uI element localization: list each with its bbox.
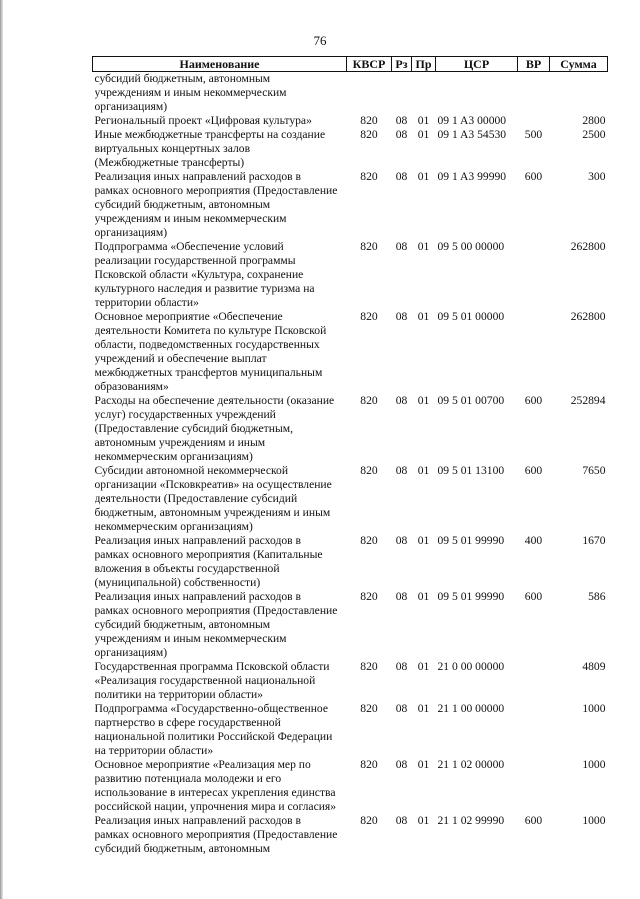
row-csr: 21 1 02 99990 [437,814,505,827]
header-vr: ВР [518,57,550,72]
row-name-line: Основное мероприятие «Реализация мер по [94,758,311,771]
table-row [93,814,608,856]
page-number: 76 [313,33,327,48]
row-rz: 08 [395,758,408,771]
row-pr: 01 [417,394,430,407]
row-sum: 1000 [582,702,606,715]
row-name-line: образованиям» [94,380,169,393]
row-name-line: Расходы на обеспечение деятельности (оказание [94,394,335,407]
row-rz: 08 [395,394,408,407]
row-csr: 09 1 A3 00000 [437,114,507,127]
row-name-line: Подпрограмма «Государственно-общественное [94,702,328,715]
row-rz: 08 [395,240,408,253]
row-name-line: субсидий бюджетным, автономным [94,842,271,855]
row-name [93,814,347,856]
row-name-line: использование в интересах укрепления единства [94,786,336,799]
row-csr: 21 0 00 00000 [437,660,505,673]
header-sum: Сумма [550,57,608,72]
row-name-line: (Межбюджетные трансферты) [94,156,245,169]
table-row [93,240,608,310]
row-name-line: субсидий бюджетным, автономным [94,72,271,85]
header-kvsr: КВСР [347,57,392,72]
row-name-line: Реализация иных направлений расходов в [94,170,301,183]
row-name-line: Реализация иных направлений расходов в [94,590,301,603]
row-kvsr: 820 [360,758,378,771]
row-vr: 600 [524,394,543,407]
table-row [93,310,608,394]
row-name-line: российской нации, упрочнения мира и согласия» [94,800,337,813]
row-csr: 21 1 02 00000 [437,758,505,771]
row-name-line: национальной политики Российской Федерации [94,730,333,743]
table-row [93,170,608,240]
row-name-line: услуг) государственных учреждений [94,408,276,421]
row-sum: 262800 [570,310,606,323]
row-vr: 400 [524,534,543,547]
table-row [93,394,608,464]
row-sum: 7650 [582,464,606,477]
row-name-line: некоммерческим организациям) [94,520,253,533]
row-sum: 586 [588,590,606,603]
row-pr: 01 [417,310,430,323]
row-name-line: Основное мероприятие «Обеспечение [94,310,283,323]
row-vr [518,72,550,115]
row-name-line: Субсидии автономной некоммерческой [94,464,289,477]
row-name-line: Псковской области «Культура, сохранение [94,268,304,281]
row-name-line: учреждениям и иным некоммерческим [94,86,287,99]
row-vr [518,310,550,394]
row-pr: 01 [417,534,430,547]
row-rz: 08 [395,464,408,477]
row-pr: 01 [417,814,430,827]
row-sum: 300 [588,170,606,183]
row-name-line: рамках основного мероприятия (Капитальные [94,548,323,561]
row-rz: 08 [395,128,408,141]
row-kvsr: 820 [360,394,378,407]
row-name-line: на территории области» [94,744,214,757]
row-csr: 09 5 00 00000 [437,240,505,253]
row-name-line: виртуальных концертных залов [94,142,251,155]
row-sum: 4809 [582,660,606,673]
row-name-line: некоммерческим организациям) [94,450,253,463]
row-name [93,72,347,115]
header-rz: Рз [392,57,412,72]
row-csr: 09 5 01 00000 [437,310,505,323]
row-name [93,310,347,394]
row-name-line: политики на территории области» [94,688,263,701]
row-rz: 08 [395,114,408,127]
row-name-line: области, подведомственных государственных [94,338,320,351]
table-row [93,758,608,814]
table-row [93,534,608,590]
row-name-line: «Реализация государственной национальной [94,674,316,687]
row-csr: 09 5 01 99990 [437,534,505,547]
row-name-line: реализации государственной программы [94,254,296,267]
row-pr: 01 [417,464,430,477]
row-kvsr: 820 [360,534,378,547]
header-name: Наименование [93,57,347,72]
row-rz: 08 [395,170,408,183]
row-name-line: рамках основного мероприятия (Предоставление [94,604,338,617]
row-name-line: организациям) [94,646,168,659]
row-name [93,758,347,814]
row-name-line: территории области» [94,296,199,309]
row-csr: 09 1 A3 54530 [437,128,507,141]
row-name-line: автономным учреждениям и иным [94,436,266,449]
table-row [93,590,608,660]
row-pr: 01 [417,170,430,183]
row-name-line: (муниципальной) собственности) [94,576,261,589]
row-rz: 08 [395,534,408,547]
row-name-line: развитию потенциала молодежи и его [94,772,282,785]
row-sum: 262800 [570,240,606,253]
row-vr [518,758,550,814]
row-vr: 500 [524,128,543,141]
scan-edge [0,0,3,899]
row-rz [392,72,412,115]
row-name-line: организациям) [94,100,168,113]
row-name-line: Государственная программа Псковской области [94,660,330,673]
row-kvsr: 820 [360,310,378,323]
row-vr: 600 [524,590,543,603]
row-vr: 600 [524,170,543,183]
row-sum: 2800 [582,114,606,127]
row-vr [518,702,550,758]
row-pr: 01 [417,240,430,253]
row-kvsr: 820 [360,128,378,141]
row-csr: 09 5 01 99990 [437,590,505,603]
row-name [93,464,347,534]
row-sum: 1000 [582,814,606,827]
row-name-line: организациям) [94,226,168,239]
row-name-line: Реализация иных направлений расходов в [94,814,301,827]
row-name-line: субсидий бюджетным, автономным [94,618,271,631]
row-pr [412,72,436,115]
row-name-line: рамках основного мероприятия (Предоставление [94,184,338,197]
row-rz: 08 [395,702,408,715]
header-pr: Пр [412,57,436,72]
row-csr: 09 5 01 13100 [437,464,505,477]
table-body [93,72,608,857]
row-name-line: организации «Псковкреатив» на осуществление [94,478,332,491]
row-kvsr: 820 [360,464,378,477]
row-name-line: субсидий бюджетным, автономным [94,198,271,211]
row-rz: 08 [395,590,408,603]
row-kvsr: 820 [360,702,378,715]
row-kvsr: 820 [360,590,378,603]
row-vr [518,114,550,128]
row-csr: 21 1 00 00000 [437,702,505,715]
row-sum: 1670 [582,534,606,547]
row-csr: 09 5 01 00700 [437,394,505,407]
row-vr: 600 [524,814,543,827]
row-pr: 01 [417,590,430,603]
row-name-line: деятельности (Предоставление субсидий [94,492,298,505]
budget-table [92,56,608,856]
row-pr: 01 [417,114,430,127]
row-name-line: Иные межбюджетные трансферты на создание [94,128,326,141]
row-name [93,128,347,170]
row-kvsr: 820 [360,814,378,827]
row-sum: 1000 [582,758,606,771]
row-pr: 01 [417,702,430,715]
row-rz: 08 [395,310,408,323]
row-pr: 01 [417,660,430,673]
header-csr: ЦСР [436,57,518,72]
row-rz: 08 [395,660,408,673]
row-kvsr: 820 [360,170,378,183]
row-sum [550,72,608,115]
row-vr [518,240,550,310]
row-kvsr: 820 [360,114,378,127]
row-name-line: (Предоставление субсидий бюджетным, [94,422,293,435]
table-row [93,702,608,758]
row-vr: 600 [524,464,543,477]
row-name-line: Подпрограмма «Обеспечение условий [94,240,284,253]
row-name-line: учреждениям и иным некоммерческим [94,212,287,225]
row-name-line: Реализация иных направлений расходов в [94,534,301,547]
table-row [93,114,608,128]
row-name-line: культурного наследия и развитие туризма на [94,282,315,295]
row-pr: 01 [417,758,430,771]
row-kvsr: 820 [360,240,378,253]
row-name [93,534,347,590]
row-name-line: учреждениям и иным некоммерческим [94,632,287,645]
row-name [93,240,347,310]
row-name [93,702,347,758]
row-name [93,394,347,464]
row-name-line: деятельности Комитета по культуре Псковской [94,324,327,337]
table-header-row [93,57,608,72]
row-name-line: Региональный проект «Цифровая культура» [94,114,312,127]
row-name [93,660,347,702]
row-vr [518,660,550,702]
row-name-line: рамках основного мероприятия (Предоставление [94,828,338,841]
row-name-line: учреждений и обеспечение выплат [94,352,267,365]
row-name-line: межбюджетных трансфертов муниципальным [94,366,323,379]
table-row [93,72,608,115]
row-name [93,170,347,240]
row-name-line: партнерство в сфере государственной [94,716,281,729]
row-kvsr: 820 [360,660,378,673]
row-sum: 252894 [570,394,606,407]
table-row [93,660,608,702]
row-rz: 08 [395,814,408,827]
row-kvsr [347,72,392,115]
table-row [93,128,608,170]
row-name [93,114,347,128]
table-row [93,464,608,534]
row-name-line: вложения в объекты государственной [94,562,280,575]
row-name [93,590,347,660]
row-csr: 09 1 A3 99990 [437,170,507,183]
row-sum: 2500 [582,128,606,141]
row-csr [436,72,518,115]
row-name-line: бюджетным, автономным учреждениям и иным [94,506,331,519]
row-pr: 01 [417,128,430,141]
